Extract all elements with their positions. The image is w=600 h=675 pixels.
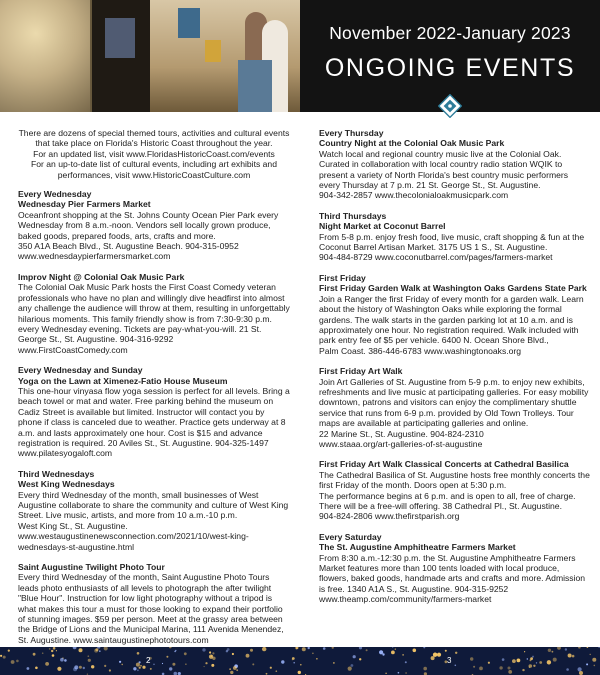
event-description: Oceanfront shopping at the St. Johns County Ocean Pier Park every Wednesday from 8 a.m.-noon. Vendors sell locally grown produce, baked goods, prepared foods, arts, crafts and more. [18,209,279,241]
event-name: First Friday Art Walk Classical Concerts at Cathedral Basilica [319,459,569,470]
event-when: Every Saturday [319,531,382,542]
event-when: Every Wednesday and Sunday [18,365,143,376]
event-when: Third Wednesdays [18,468,95,479]
event-pier-farmers-market [18,189,290,262]
event-twilight-photo-tour [18,562,290,645]
event-art-walk [319,366,591,449]
event-description: This one-hour vinyasa flow yoga session is perfect for all levels. Bring a beach towel or mat and water. Free parking behind the museum on Cadiz Street is available but limited. Instructor will contact you by phone if class is canceled due to weather. Practice gets underway at 8 a.m. and lasts approximately one hour. Cost is $15 and advance registration is required. 20 Aviles St., St. Augustine. 904-325-1497 [18,385,290,448]
event-cathedral-concerts [319,459,591,521]
header [0,0,600,112]
event-name: The St. Augustine Amphitheatre Farmers Market [319,542,516,553]
page-title: ONGOING EVENTS [324,54,576,82]
event-link[interactable]: www.pilatesyogaloft.com [18,448,113,459]
event-name: Improv Night @ Colonial Oak Music Park [18,271,185,282]
event-description: Join Art Galleries of St. Augustine from 5-9 p.m. to enjoy new exhibits, refreshments and live music at participating galleries. For easy mobility downtown, patrons and visitors can enjoy the complimentary shuttle service that runs from 6-9 p.m. provided by Old Town Trolleys. Tour maps are available at participating galleries and online. [319,376,589,429]
string-lights-decoration [0,647,600,675]
right-column [319,128,591,615]
event-garden-walk [319,273,591,356]
event-country-night [319,128,591,201]
event-address: 350 A1A Beach Blvd., St. Augustine Beach. 904-315-0952 [18,241,239,252]
event-amphitheatre-market [319,532,591,605]
event-name: First Friday Garden Walk at Washington Oaks Gardens State Park [319,283,587,294]
event-name: West King Wednesdays [18,479,115,490]
event-when: First Friday [319,272,366,283]
event-name: First Friday Art Walk [319,366,403,377]
event-when: Third Thursdays [319,210,387,221]
event-link[interactable]: www.FirstCoastComedy.com [18,344,128,355]
event-description: The Colonial Oak Music Park hosts the First Coast Comedy veteran professionals who have no plan and willingly dive headfirst into almost any challenge the audience will throw at them, resulting in unforgettably hilarious moments. This family friendly show is from 7:30-9:30 p.m. every Wednesday evening. Tickets are pay-what-you-will. 21 St. George St., St. Augustine. 904-316-9292 [18,282,290,345]
event-address: 22 Marine St., St. Augustine. 904-824-2310 [319,428,484,439]
page-number-left: 2 [146,656,151,665]
event-when: Every Thursday [319,128,384,138]
event-link[interactable]: West King St., St. Augustine. www.westaugustinenewsconnection.com/2021/10/west-king-wednesdays-st-augustine.html [18,520,249,552]
diamond-emblem-icon [438,94,462,118]
event-description: Watch local and regional country music live at the Colonial Oak. Curated in collaboration with local country radio station WQIK to present a variety of North Florida's best country music performers every Thursday at 7 p.m. 21 St. George St., St. Augustine. [319,148,569,191]
event-name: Wednesday Pier Farmers Market [18,199,151,210]
event-name: Yoga on the Lawn at Ximenez-Fatio House Museum [18,375,228,386]
event-description: The Cathedral Basilica of St. Augustine hosts free monthly concerts the first Friday of the month. Doors open at 5:30 p.m. [319,469,590,491]
event-link[interactable]: Palm Coast. 386-446-6783 www.washingtonoaks.org [319,345,522,356]
event-improv-night [18,272,290,355]
event-when: Every Wednesday [18,189,92,200]
intro-text: There are dozens of special themed tours, activities and cultural events that take place on Florida's Historic Coast throughout the year. [18,128,290,149]
event-description: From 5-8 p.m. enjoy fresh food, live music, craft shopping & fun at the Coconut Barrel Artisan Market. 3175 US 1 S., St. Augustine. [319,231,585,253]
header-photo [0,0,300,112]
intro-culture-link[interactable]: For an up-to-date list of cultural events, including art exhibits and performances, visit www.HistoricCoastCulture.com [30,159,277,180]
event-yoga-on-the-lawn [18,365,290,459]
event-description-2: The performance begins at 6 p.m. and is open to all, free of charge. There will be a free-will offering. 38 Cathedral Pl., St. Augustine. [319,490,576,511]
intro-events-link[interactable]: For an updated list, visit www.FloridasHistoricCoast.com/events [33,148,275,159]
event-night-market [319,211,591,263]
event-link[interactable]: 904-824-2806 www.thefirstparish.org [319,511,460,522]
left-column [18,128,290,655]
event-name: Night Market at Coconut Barrel [319,221,446,232]
footer-banner [0,647,600,675]
date-range: November 2022-January 2023 [329,23,571,43]
event-description: Every third Wednesday of the month, small businesses of West Augustine collaborate to share the community and culture of West King Street. Live music, artists, and more from 10 a.m.-10 p.m. [18,489,289,521]
event-link[interactable]: 904-342-2857 www.thecolonialoakmusicpark.com [319,190,509,201]
event-link[interactable]: www.theamp.com/community/farmers-market [319,594,492,605]
event-link[interactable]: www.staaa.org/art-galleries-of-st-augustine [319,438,483,449]
event-link[interactable]: www.wednesdaypierfarmersmarket.com [18,251,171,262]
event-link[interactable]: 904-484-8729 www.coconutbarrel.com/pages/farmers-market [319,252,553,263]
event-description: From 8:30 a.m.-12:30 p.m. the St. Augustine Amphitheatre Farmers Market features more than 100 tents loaded with local produce, flowers, baked goods, handmade arts and crafts and more. Admission is free. 1340 A1A S., St. Augustine. 904-315-9252 [319,552,586,594]
event-name: Saint Augustine Twilight Photo Tour [18,562,165,573]
event-west-king-wednesdays [18,469,290,552]
event-description: Every third Wednesday of the month, Saint Augustine Photo Tours leads photo enthusiasts of all levels to photograph the after twilight "Blue Hour". Instruction for low light photography without a tripod is what makes this tour a must for those looking to expand their portfolio of stunning images. $59 per person. Meet at the grassy area between the Bridge of Lions and the Municipal Marina, 111 Avenida Menendez, St. Augustine. www.saintaugustinephototours.com [18,572,284,645]
intro [18,128,290,180]
event-name: Country Night at the Colonial Oak Music Park [319,138,505,149]
event-description: Join a Ranger the first Friday of every month for a garden walk. Learn about the history of Washington Oaks while exploring the formal gardens. The walk starts in the garden parking lot at 10 a.m. and is approximately one hour. No registration required. Walk included with park entry fee of $5 per vehicle. 6400 N. Ocean Shore Blvd., [319,293,584,346]
page-number-right: 3 [447,656,452,665]
